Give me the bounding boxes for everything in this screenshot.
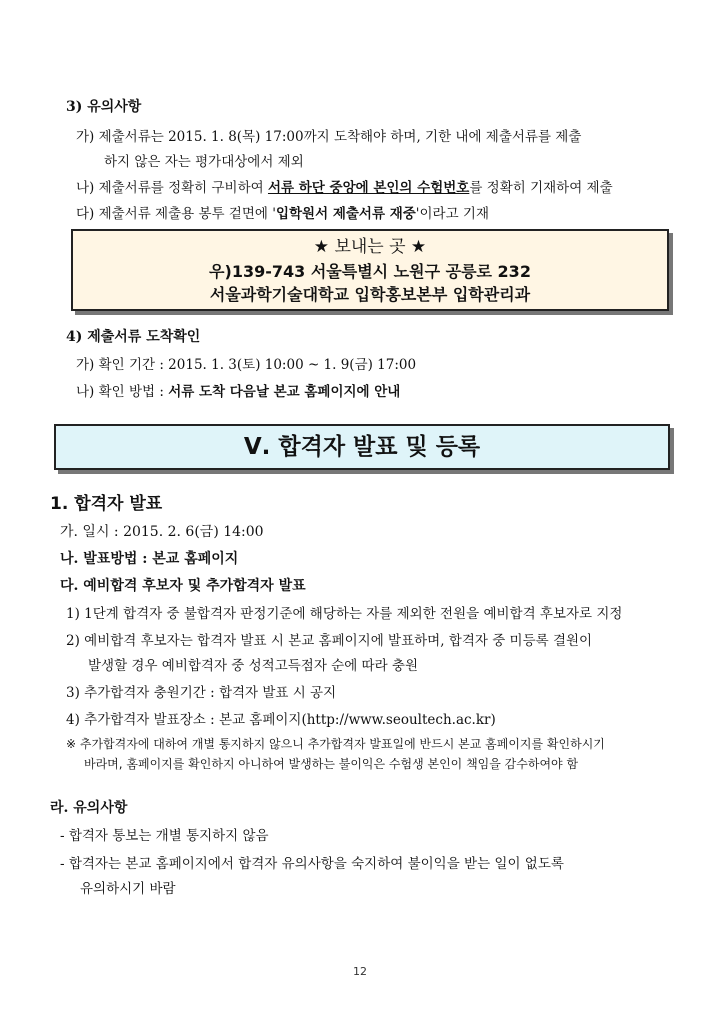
sec4-heading: 4) 제출서류 도착확인 bbox=[66, 329, 201, 345]
sec4-item-ga: 가) 확인 기간 : 2015. 1. 3(토) 10:00 ~ 1. 9(금) 17:00 bbox=[76, 357, 417, 373]
section1-ra: 라. 유의사항 bbox=[50, 800, 128, 816]
section1-note-line-1: ※ 추가합격자에 대하여 개별 통지하지 않으니 추가합격자 발표일에 반드시 본교 홈페이지를 확인하시기 bbox=[66, 737, 605, 751]
address-box-title: ★ 보내는 곳 ★ bbox=[313, 237, 427, 257]
sec3-na-post: 를 정확히 기재하여 제출 bbox=[469, 180, 613, 196]
section1-note-line-2: 바라며, 홈페이지를 확인하지 아니하여 발생하는 불이익은 수험생 본인이 책임을 감수하여야 함 bbox=[84, 757, 579, 771]
sec4-na-bold: 서류 도착 다음날 본교 홈페이지에 안내 bbox=[168, 384, 401, 400]
chapter-title: Ⅴ. 합격자 발표 및 등록 bbox=[54, 424, 670, 470]
section1-item-3: 3) 추가합격자 충원기간 : 합격자 발표 시 공지 bbox=[66, 685, 337, 701]
sec3-item-ga-cont: 하지 않은 자는 평가대상에서 제외 bbox=[104, 154, 304, 170]
sec3-item-ga: 가) 제출서류는 2015. 1. 8(목) 17:00까지 도착해야 하며, 기한 내에 제출서류를 제출 bbox=[76, 129, 582, 145]
section1-item-1: 1) 1단계 합격자 중 불합격자 판정기준에 해당하는 자를 제외한 전원을 예비합격 후보자로 지정 bbox=[66, 606, 623, 622]
page-number: 12 bbox=[353, 965, 367, 978]
section1-heading: 1. 합격자 발표 bbox=[50, 494, 163, 514]
sec3-heading: 3) 유의사항 bbox=[66, 99, 142, 115]
sec3-da-bold: 입학원서 제출서류 재중 bbox=[275, 206, 416, 222]
section1-ga: 가. 일시 : 2015. 2. 6(금) 14:00 bbox=[60, 524, 264, 540]
address-box bbox=[71, 229, 669, 311]
section1-item-2-cont: 발생할 경우 예비합격자 중 성적고득점자 순에 따라 충원 bbox=[88, 658, 418, 674]
sec3-item-da bbox=[76, 202, 489, 222]
sec4-item-na bbox=[76, 380, 400, 400]
section1-item-4: 4) 추가합격자 발표장소 : 본교 홈페이지(http://www.seoultech.ac.kr) bbox=[66, 712, 496, 728]
section1-da: 다. 예비합격 후보자 및 추가합격자 발표 bbox=[60, 578, 306, 594]
section1-ra-item-2: - 합격자는 본교 홈페이지에서 합격자 유의사항을 숙지하여 불이익을 받는 일이 없도록 bbox=[60, 856, 564, 872]
address-line-1: 우)139-743 서울특별시 노원구 공릉로 232 bbox=[209, 262, 531, 281]
sec3-da-post: '이라고 기재 bbox=[415, 206, 489, 222]
sec3-na-pre: 나) 제출서류를 정확히 구비하여 bbox=[76, 180, 268, 196]
section1-ra-item-1: - 합격자 통보는 개별 통지하지 않음 bbox=[60, 828, 269, 844]
sec3-item-na bbox=[76, 176, 613, 196]
section1-na: 나. 발표방법 : 본교 홈페이지 bbox=[60, 551, 239, 567]
sec3-da-pre: 다) 제출서류 제출용 봉투 겉면에 ' bbox=[76, 206, 276, 222]
section1-item-2: 2) 예비합격 후보자는 합격자 발표 시 본교 홈페이지에 발표하며, 합격자 중 미등록 결원이 bbox=[66, 633, 593, 649]
address-line-2: 서울과학기술대학교 입학홍보본부 입학관리과 bbox=[209, 285, 531, 304]
sec3-na-underlined: 서류 하단 중앙에 본인의 수험번호 bbox=[267, 180, 470, 196]
section1-ra-item-2-cont: 유의하시기 바람 bbox=[80, 881, 176, 897]
sec4-na-pre: 나) 확인 방법 : bbox=[76, 384, 169, 400]
